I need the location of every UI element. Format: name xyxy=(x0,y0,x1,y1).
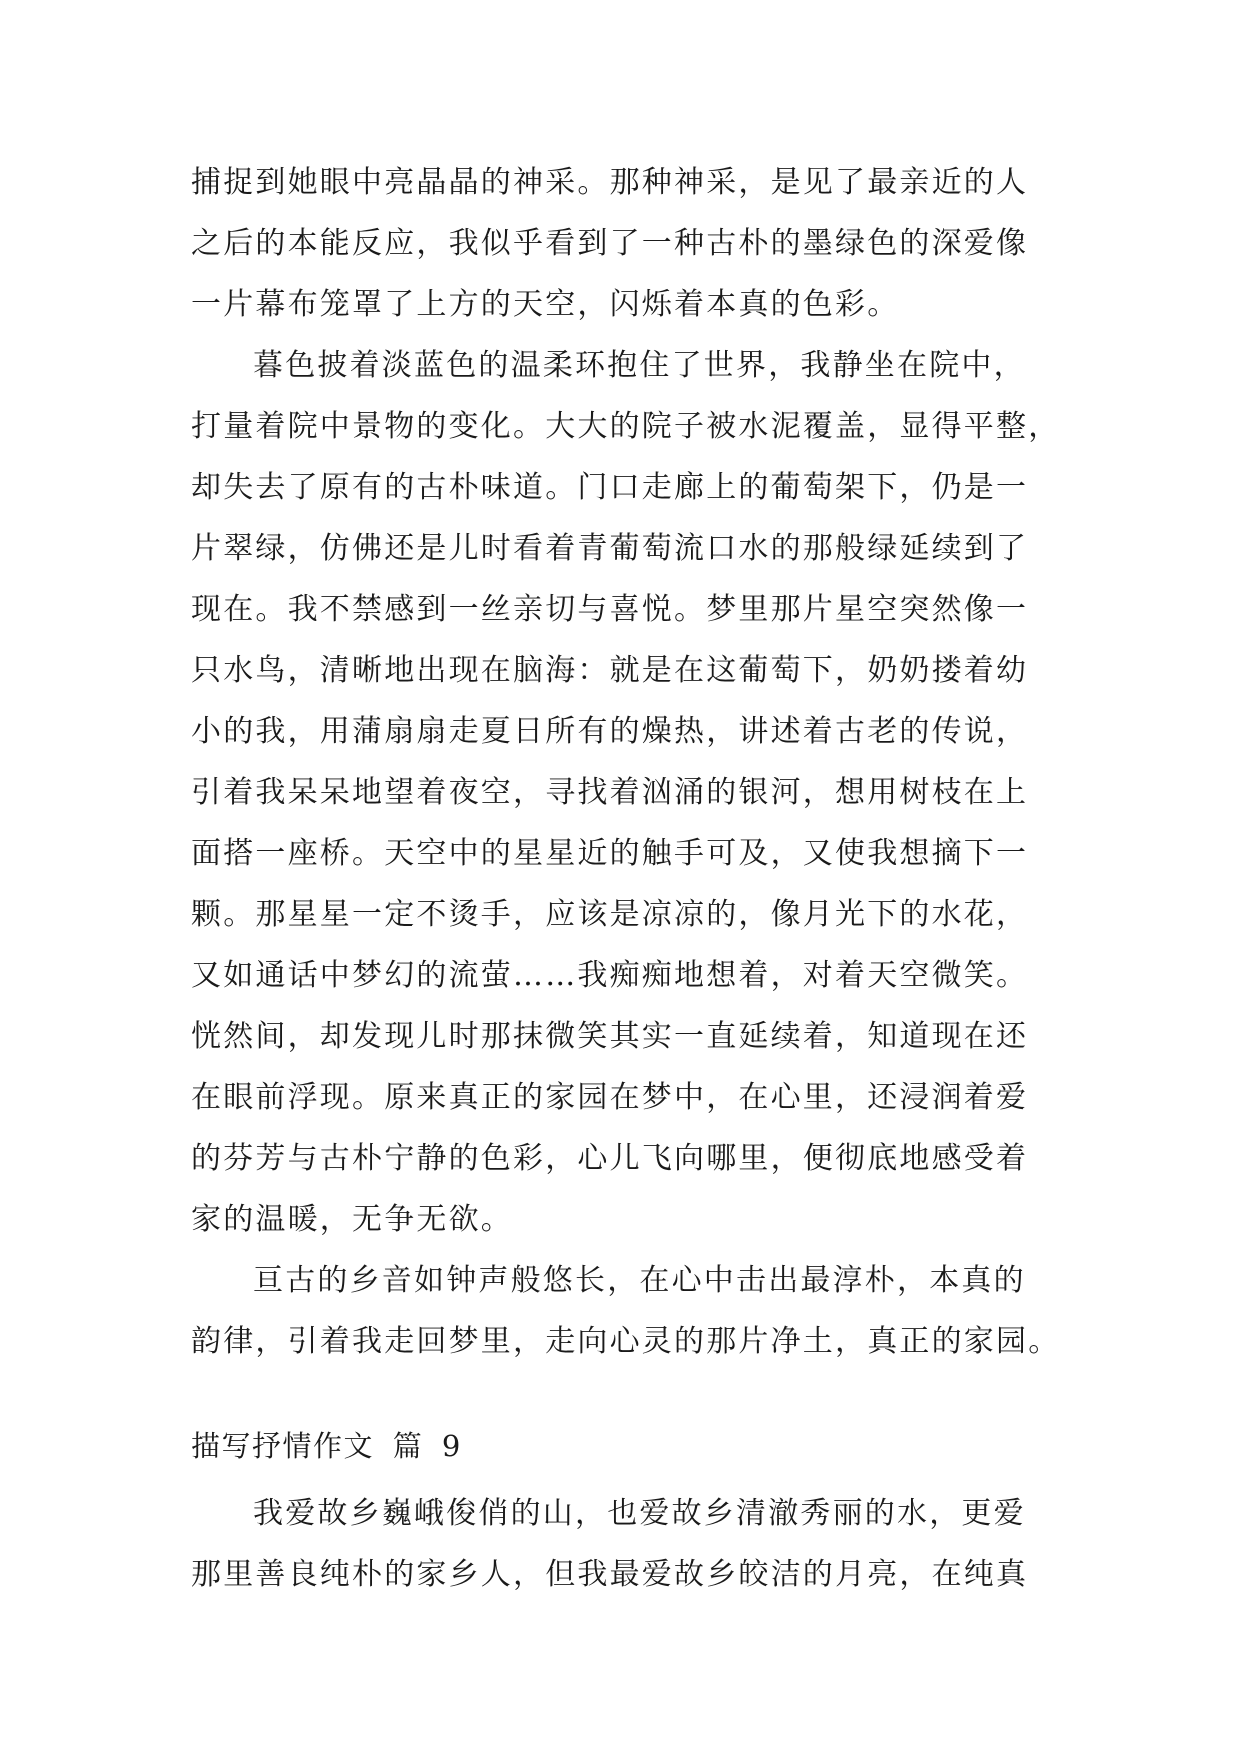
text-line: 那里善良纯朴的家乡人，但我最爱故乡皎洁的月亮，在纯真 xyxy=(191,1557,1029,1592)
text-line: 引着我呆呆地望着夜空，寻找着汹涌的银河，想用树枝在上 xyxy=(191,775,1029,810)
text-line: 打量着院中景物的变化。大大的院子被水泥覆盖，显得平整， xyxy=(191,409,1061,444)
text-line: 家的温暖，无争无欲。 xyxy=(191,1202,513,1237)
text-line: 我爱故乡巍峨俊俏的山，也爱故乡清澈秀丽的水，更爱 xyxy=(253,1496,1026,1531)
section-heading: 描写抒情作文 篇 9 xyxy=(191,1429,462,1463)
text-line: 现在。我不禁感到一丝亲切与喜悦。梦里那片星空突然像一 xyxy=(191,592,1029,627)
text-line: 暮色披着淡蓝色的温柔环抱住了世界，我静坐在院中， xyxy=(253,348,1026,383)
text-line: 又如通话中梦幻的流萤……我痴痴地想着，对着天空微笑。 xyxy=(191,958,1029,993)
text-line: 面搭一座桥。天空中的星星近的触手可及，又使我想摘下一 xyxy=(191,836,1029,871)
text-line: 颗。那星星一定不烫手，应该是凉凉的，像月光下的水花， xyxy=(191,897,1029,932)
text-line: 一片幕布笼罩了上方的天空，闪烁着本真的色彩。 xyxy=(191,287,900,322)
text-line: 捕捉到她眼中亮晶晶的神采。那种神采，是见了最亲近的人 xyxy=(191,165,1029,200)
text-line: 在眼前浮现。原来真正的家园在梦中，在心里，还浸润着爱 xyxy=(191,1080,1029,1115)
text-line: 小的我，用蒲扇扇走夏日所有的燥热，讲述着古老的传说， xyxy=(191,714,1029,749)
text-line: 亘古的乡音如钟声般悠长，在心中击出最淳朴，本真的 xyxy=(253,1263,1026,1298)
text-line: 的芬芳与古朴宁静的色彩，心儿飞向哪里，便彻底地感受着 xyxy=(191,1141,1029,1176)
text-line: 之后的本能反应，我似乎看到了一种古朴的墨绿色的深爱像 xyxy=(191,226,1029,261)
text-line: 只水鸟，清晰地出现在脑海：就是在这葡萄下，奶奶搂着幼 xyxy=(191,653,1029,688)
text-line: 片翠绿，仿佛还是儿时看着青葡萄流口水的那般绿延续到了 xyxy=(191,531,1029,566)
text-line: 却失去了原有的古朴味道。门口走廊上的葡萄架下，仍是一 xyxy=(191,470,1029,505)
text-line: 韵律，引着我走回梦里，走向心灵的那片净土，真正的家园。 xyxy=(191,1324,1061,1359)
text-line: 恍然间，却发现儿时那抹微笑其实一直延续着，知道现在还 xyxy=(191,1019,1029,1054)
